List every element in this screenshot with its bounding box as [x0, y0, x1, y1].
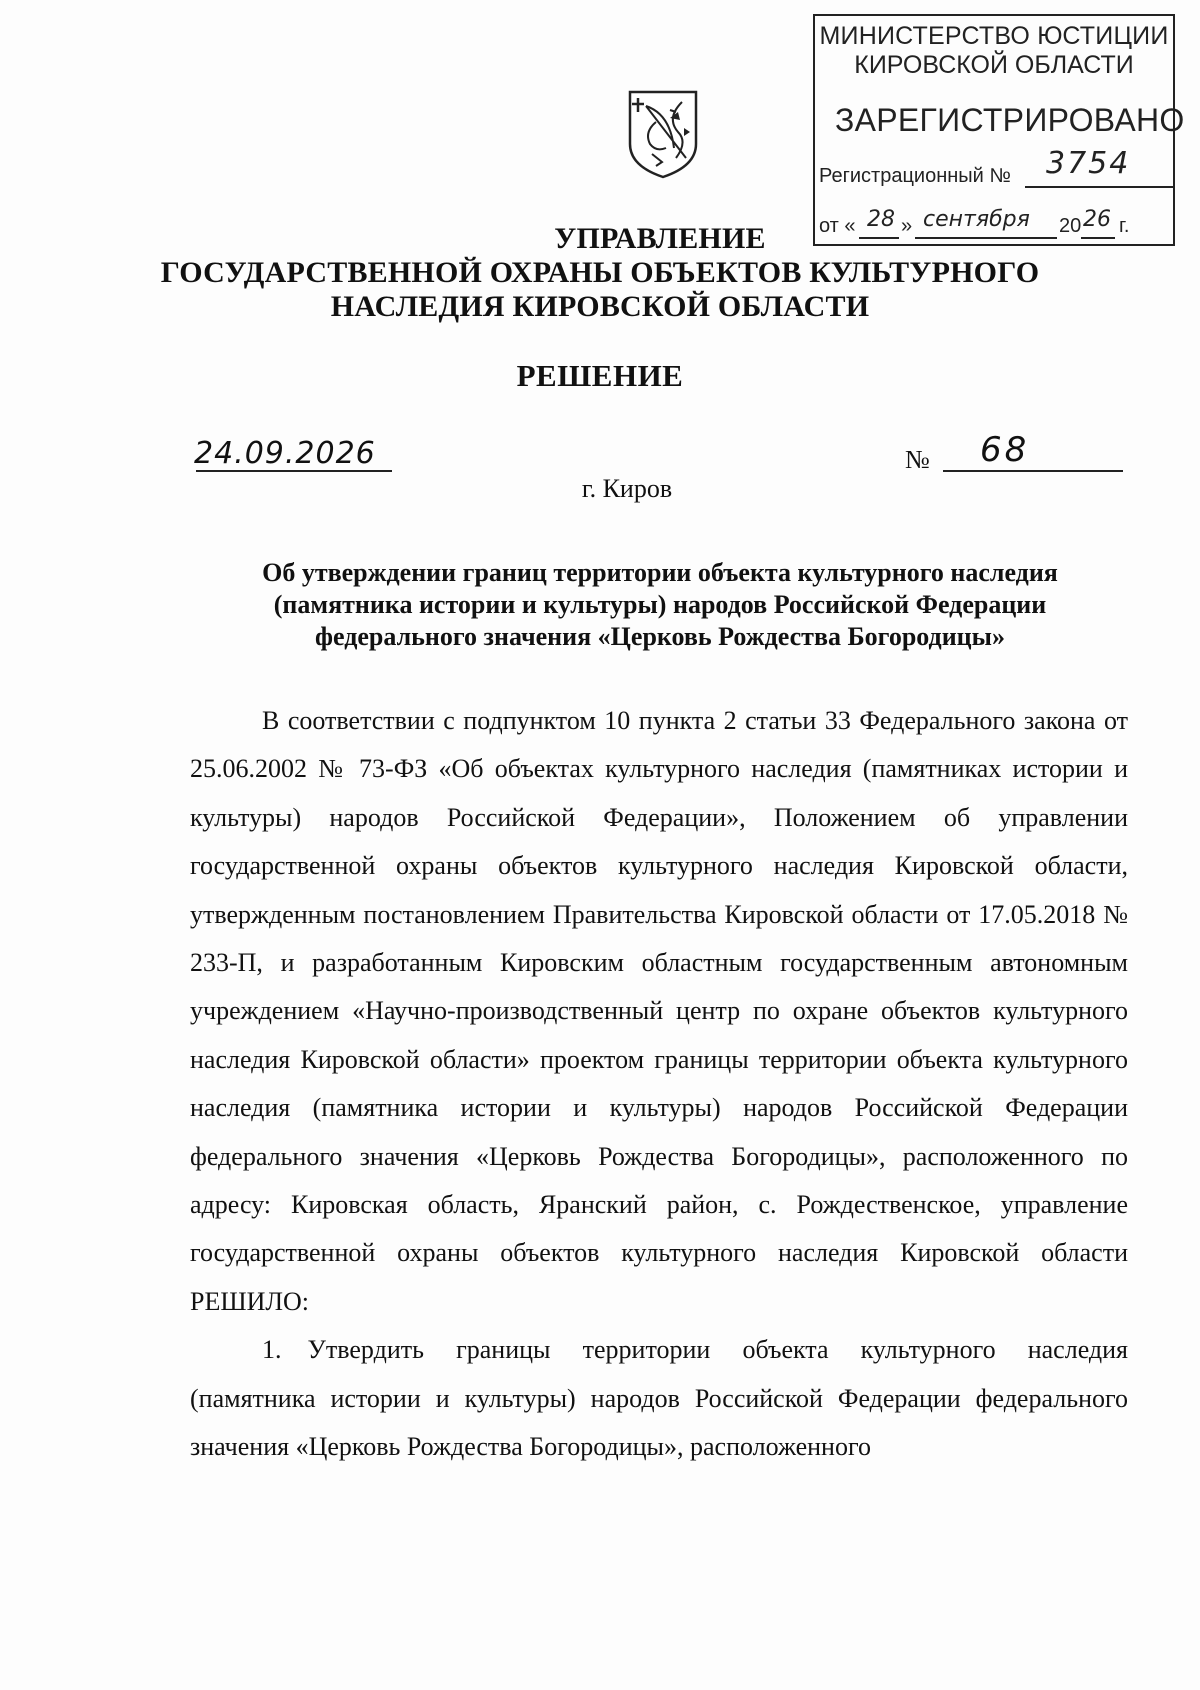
org-name-line1: УПРАВЛЕНИЕ — [554, 222, 766, 255]
org-name-line2: ГОСУДАРСТВЕННОЙ ОХРАНЫ ОБЪЕКТОВ КУЛЬТУРНОГО — [160, 256, 1040, 289]
city: г. Киров — [581, 474, 673, 503]
date-underline — [196, 470, 392, 472]
stamp-reg-underline — [1025, 186, 1173, 188]
document-subject — [190, 557, 1130, 653]
stamp-reg-row — [819, 146, 1131, 188]
body-paragraph-preamble: В соответствии с подпунктом 10 пункта 2 статьи 33 Федерального закона от 25.06.2002 № 73-ФЗ «Об объектах культурного наследия (памятниках истории и культуры) народов Российской Федерации», Положением об управлении государственной охраны объектов культурного наследия Кировской области, утвержденным постановлением Правительства Кировской области от 17.05.2018 № 233-П, и разработанным Кировским областным государственным автономным учреждением «Научно-производственный центр по охране объектов культурного наследия Кировской области» проектом границы территории объекта культурного наследия (памятника истории и культуры) народов Российской Федерации федерального значения «Церковь Рождества Богородицы», расположенного по адресу: Кировская область, Яранский район, с. Рождественское, управление государственной охраны объектов культурного наследия Кировской области РЕШИЛО: — [190, 706, 1128, 1316]
subject-line2: (памятника истории и культуры) народов Российской Федерации — [273, 590, 1047, 619]
stamp-date-month: сентября — [923, 207, 1030, 232]
stamp-date-prefix: от « — [819, 215, 856, 237]
stamp-date-suffix: г. — [1119, 215, 1130, 237]
stamp-date-day: 28 — [867, 207, 895, 232]
decision-date: 24.09.2026 — [194, 436, 376, 471]
decision-number: 68 — [980, 430, 1030, 470]
registration-stamp — [813, 14, 1185, 246]
coat-of-arms-icon — [626, 88, 700, 180]
stamp-date-year-suffix: 26 — [1083, 207, 1111, 232]
stamp-ministry-line2: КИРОВСКОЙ ОБЛАСТИ — [854, 51, 1134, 79]
body-item-1: 1. Утвердить границы территории объекта культурного наследия (памятника истории и культуры) народов Российской Федерации федерального значения «Церковь Рождества Богородицы», расположенного — [190, 1335, 1128, 1462]
stamp-ministry-line1: МИНИСТЕРСТВО ЮСТИЦИИ — [819, 22, 1169, 50]
stamp-status: ЗАРЕГИСТРИРОВАНО — [835, 102, 1185, 138]
number-label: № — [905, 445, 930, 474]
number-underline — [943, 470, 1123, 472]
stamp-date-year-prefix: 20 — [1059, 215, 1082, 237]
org-name-line3: НАСЛЕДИЯ КИРОВСКОЙ ОБЛАСТИ — [330, 290, 870, 323]
stamp-date-mid: » — [901, 215, 913, 237]
document-type-title: РЕШЕНИЕ — [516, 358, 684, 393]
stamp-reg-number: 3754 — [1046, 146, 1131, 181]
stamp-reg-label: Регистрационный № — [819, 165, 1011, 187]
subject-line1: Об утверждении границ территории объекта культурного наследия — [262, 558, 1058, 587]
subject-line3: федерального значения «Церковь Рождества Богородицы» — [315, 622, 1005, 651]
document-body — [190, 697, 1128, 1472]
